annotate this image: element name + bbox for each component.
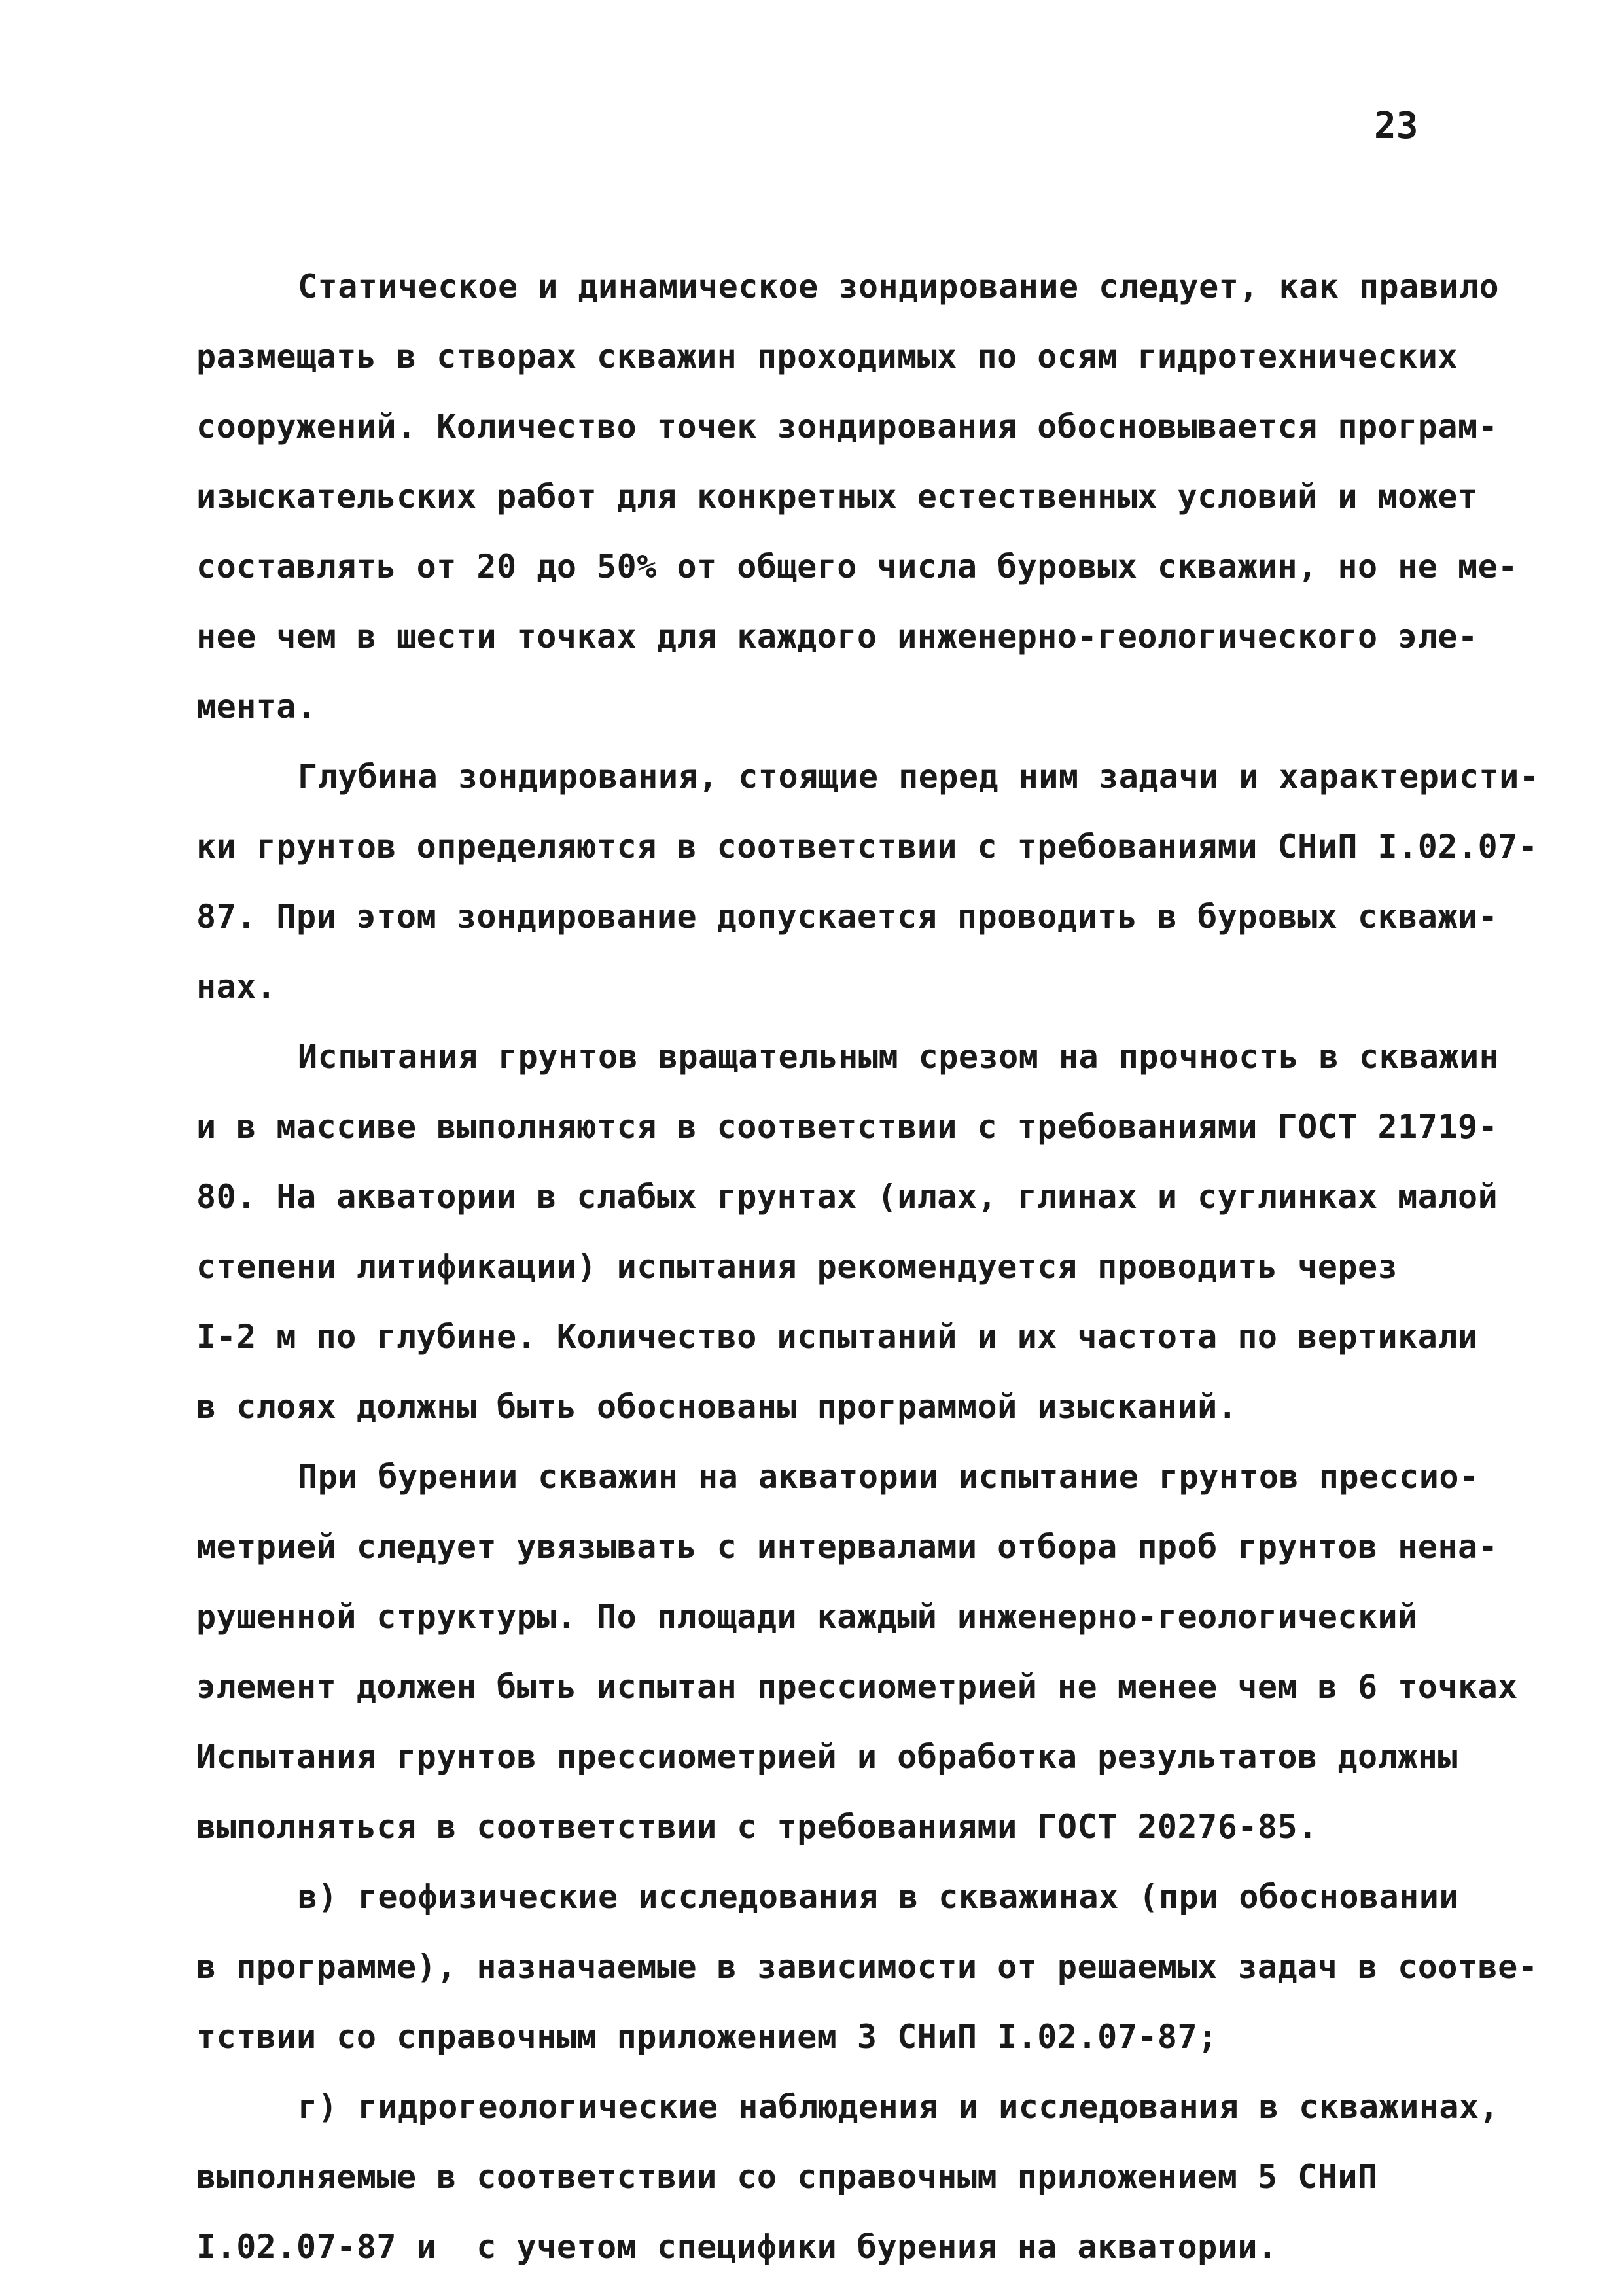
text-line: нах. [196,968,277,1006]
text-line: и в массиве выполняются в соответствии с требованиями ГОСТ 21719- [196,1108,1498,1146]
text-line: нее чем в шести точках для каждого инженерно-геологического эле- [196,618,1478,656]
text-line: Испытания грунтов прессиометрией и обработка результатов должны [196,1738,1458,1776]
text-line: метрией следует увязывать с интервалами отбора проб грунтов нена- [196,1528,1498,1566]
text-line: I.02.07-87 и с учетом специфики бурения на акватории. [196,2228,1278,2266]
text-line: ки грунтов определяются в соответствии с требованиями СНиП I.02.07- [196,828,1538,866]
text-line: г) гидрогеологические наблюдения и исследования в скважинах, [298,2088,1500,2126]
text-line: рушенной структуры. По площади каждый инженерно-геологический [196,1598,1418,1636]
text-line: При бурении скважин на акватории испытание грунтов прессио- [298,1458,1479,1496]
text-line: выполняться в соответствии с требованиями ГОСТ 20276-85. [196,1808,1318,1846]
text-line: тствии со справочным приложением 3 СНиП I.02.07-87; [196,2018,1218,2056]
text-line: Испытания грунтов вращательным срезом на прочность в скважин [298,1038,1500,1076]
text-line: 80. На акватории в слабых грунтах (илах, глинах и суглинках малой [196,1178,1498,1216]
text-line: I-2 м по глубине. Количество испытаний и их частота по вертикали [196,1318,1478,1356]
text-line: Глубина зондирования, стоящие перед ним задачи и характеристи- [298,758,1540,796]
text-line: в) геофизические исследования в скважинах (при обосновании [298,1878,1459,1916]
page-number: 23 [1374,105,1419,147]
text-line: 87. При этом зондирование допускается проводить в буровых скважи- [196,898,1498,936]
text-line: Статическое и динамическое зондирование следует, как правило [298,268,1500,306]
text-line: выполняемые в соответствии со справочным приложением 5 СНиП [196,2158,1378,2196]
text-line: степени литификации) испытания рекомендуется проводить через [196,1248,1398,1286]
text-line: размещать в створах скважин проходимых по осям гидротехнических [196,338,1458,376]
text-line: мента. [196,688,317,726]
text-line: элемент должен быть испытан прессиометрией не менее чем в 6 точках [196,1668,1518,1706]
text-line: составлять от 20 до 50% от общего числа буровых скважин, но не ме- [196,548,1518,586]
text-line: изыскательских работ для конкретных естественных условий и может [196,478,1478,516]
text-line: сооружений. Количество точек зондирования обосновывается програм- [196,408,1498,446]
text-line: в слоях должны быть обоснованы программой изысканий. [196,1388,1238,1426]
text-line: в программе), назначаемые в зависимости от решаемых задач в соотве- [196,1948,1538,1986]
